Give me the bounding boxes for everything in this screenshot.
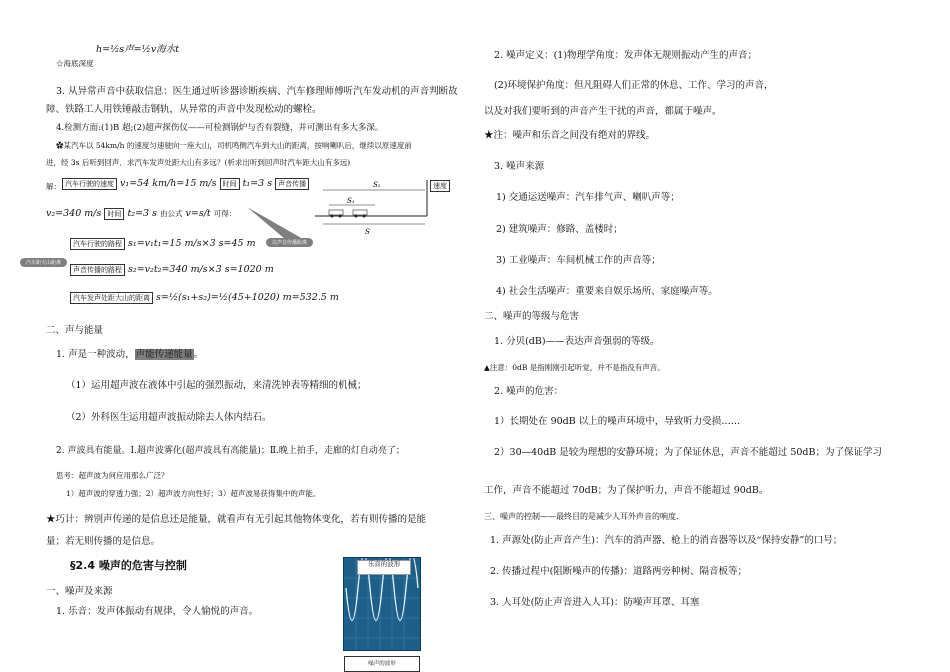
car-wheel xyxy=(331,215,334,218)
think-answer: 1）超声波的穿透力强；2）超声波方向性好；3）超声波易获得集中的声能。 xyxy=(66,489,321,498)
harm-levels-cont: 工作，声音不能超过 70dB；为了保护听力，声音不能超过 90dB。 xyxy=(484,485,769,496)
car-wheel xyxy=(355,215,358,218)
car-1 xyxy=(329,210,343,215)
section-noise-sources: 一、噪声及来源 xyxy=(46,586,113,597)
paragraph-3-cont: 障、铁路工人用铁锤敲击钢轨，从异常的声音中发现松动的螺栓。 xyxy=(46,104,322,115)
env-definition: (2)环境保护角度：但凡阻碍人们正常的休息、工作、学习的声音， xyxy=(494,80,774,91)
solution-line-5 xyxy=(70,292,339,304)
music-definition: 1. 乐音：发声体振动有规律，令人愉悦的声音。 xyxy=(56,606,259,617)
label-s1: S₁ xyxy=(347,197,355,205)
think-question: 思考：超声波为何应用那么广泛？ xyxy=(56,471,169,480)
source-construction: 2) 建筑噪声：修路、盖楼时； xyxy=(496,224,623,235)
solution-line-4 xyxy=(70,264,274,276)
solution-line-2 xyxy=(46,208,236,220)
harm-levels: 2）30—40dB 是较为理想的安静环境；为了保证休息，声音不能超过 50dB；为了保证学习 xyxy=(494,447,882,458)
formula-label: ☆海底深度 xyxy=(56,59,94,68)
eq-t1: t₁=3 s xyxy=(242,178,273,189)
source-social: 4) 社会生活噪声：重要来自娱乐场所、家庭噪声等。 xyxy=(496,286,718,297)
harm-hearing: 1）长期处在 90dB 以上的噪声环境中，导致听力受损…… xyxy=(494,416,741,427)
noise-harm-title: 2. 噪声的危害： xyxy=(494,386,564,397)
total-distance-box: 汽车发声处距大山的距离 xyxy=(70,292,153,304)
label-s: S xyxy=(365,228,370,236)
eq-s: s=½(s₁+s₂)=½(45+1020) m=532.5 m xyxy=(156,292,339,303)
solution-prefix: 解： xyxy=(46,182,61,191)
env-definition-cont: 以及对我们要听到的声音产生干扰的声音，都属于噪声。 xyxy=(484,106,722,117)
paragraph-4: 4.检测方面:(1)B 超;(2)超声探伤仪——可检测锅炉与否有裂缝，并可测出有多大多深。 xyxy=(56,123,384,133)
control-ear: 3. 人耳处(防止声音进入人耳)：防噪声耳罩、耳塞 xyxy=(490,597,700,608)
note-boundary: ★注：噪声和乐音之间没有绝对的界线。 xyxy=(484,130,656,141)
section-sound-energy: 二、声与能量 xyxy=(46,325,104,336)
tip-line: ★巧计：辨别声传递的是信息还是能量，就看声有无引起其他物体变化，若有则传播的是能 xyxy=(46,514,427,525)
solution-line-1 xyxy=(62,178,309,190)
car-wheel xyxy=(363,215,366,218)
control-path: 2. 传播过程中(阻断噪声的传播)：道路两旁种树、隔音板等； xyxy=(490,566,747,577)
clean-watches: （1）运用超声波在液体中引起的强烈振动，来清洗钟表等精细的机械； xyxy=(66,380,367,391)
control-source: 1. 声源处(防止声音产生)：汽车的消声器、枪上的消音器等以及“保持安静”的口号； xyxy=(490,535,843,546)
car-distance-box: 汽车行驶的路程 xyxy=(70,238,125,250)
eq-s2: s₂=v₂t₂=340 m/s×3 s=1020 m xyxy=(128,264,274,275)
example-problem: ✿某汽车以 54km/h 的速度匀速驶向一座大山，司机鸣侧汽车到大山的距离，按响喇叭后，继续以原速度前 xyxy=(56,141,412,150)
noise-sources-title: 3. 噪声来源 xyxy=(494,161,545,172)
sound-wave-end: 。 xyxy=(193,349,204,360)
highlight-energy: 声能传递能量 xyxy=(135,349,193,360)
music-waveform-label: 乐音的波形 xyxy=(357,560,411,575)
eq-v1: v₁=54 km/h=15 m/s xyxy=(120,178,217,189)
label-s2: S₂ xyxy=(373,181,381,189)
example-problem-cont: 进，经 3s 后听到回声．求汽车发声处距大山有多远？(析求出听到回声时汽车距大山有多远) xyxy=(46,158,351,167)
eq-v: v=s/t xyxy=(185,208,211,219)
note-0db: ▲注意：0dB 是指刚刚引起听觉，并不是指没有声音。 xyxy=(484,363,665,372)
time-box-2: 时间 xyxy=(104,208,124,220)
echo-diagram xyxy=(315,178,430,236)
sound-distance-box: 声音传播的路程 xyxy=(70,264,125,276)
noise-waveform-label: 噪声的波形 xyxy=(344,656,420,672)
speed-box: 速度 xyxy=(430,180,450,192)
formula-ref: 由公式 xyxy=(160,209,183,218)
car-2 xyxy=(353,210,367,215)
formula-depth: h=½s声=½v海水t xyxy=(96,44,180,55)
car-speed-box: 汽车行驶的速度 xyxy=(62,178,117,190)
can-get: 可得： xyxy=(213,209,237,218)
speed-box-wrap xyxy=(430,180,450,192)
sound-energy-examples: 2. 声波具有能量。Ⅰ.超声波雾化(超声波具有高能量)；Ⅱ.晚上拍手，走廊的灯自动亮了； xyxy=(56,446,405,456)
sound-wave-line xyxy=(56,349,203,361)
noise-control-title: 三、噪声的控制——最终目的是减少人耳外声音的响度. xyxy=(484,512,679,521)
formula-block xyxy=(96,44,179,56)
noise-definition: 2. 噪声定义：(1)物理学角度：发声体无规则振动产生的声音； xyxy=(494,50,758,61)
decibel-unit: 1. 分贝(dB)——表达声音强弱的等级。 xyxy=(494,336,660,347)
time-box-1: 时间 xyxy=(220,178,240,190)
callout-bubble-sound: 以声音传播距离 xyxy=(266,238,313,247)
callout-bubble-car: 汽车距大山距离 xyxy=(20,258,67,267)
sound-box: 声音传播 xyxy=(275,178,309,190)
tip-line-cont: 量；若无则传播的是信息。 xyxy=(46,536,161,547)
eq-s1: s₁=v₁t₁=15 m/s×3 s=45 m xyxy=(128,238,256,249)
paragraph-3: 3. 从异常声音中获取信息：医生通过听诊器诊断疾病、汽车修理师傅听汽车发动机的声音判断故 xyxy=(56,86,458,97)
section-noise-levels: 二、噪声的等级与危害 xyxy=(484,311,580,322)
sound-wave-text: 1. 声是一种波动， xyxy=(56,349,135,360)
section-title: §2.4 噪声的危害与控制 xyxy=(70,559,187,572)
source-traffic: 1) 交通运送噪声：汽车排气声、喇叭声等； xyxy=(496,192,680,203)
eq-v2: v₂=340 m/s xyxy=(46,208,102,219)
eq-t2: t₂=3 s xyxy=(127,208,157,219)
car-wheel xyxy=(339,215,342,218)
remove-stones: （2）外科医生运用超声波振动除去人体内结石。 xyxy=(66,412,272,423)
solution-line-3 xyxy=(70,238,256,250)
source-industry: 3) 工业噪声：车间机械工作的声音等； xyxy=(496,255,661,266)
